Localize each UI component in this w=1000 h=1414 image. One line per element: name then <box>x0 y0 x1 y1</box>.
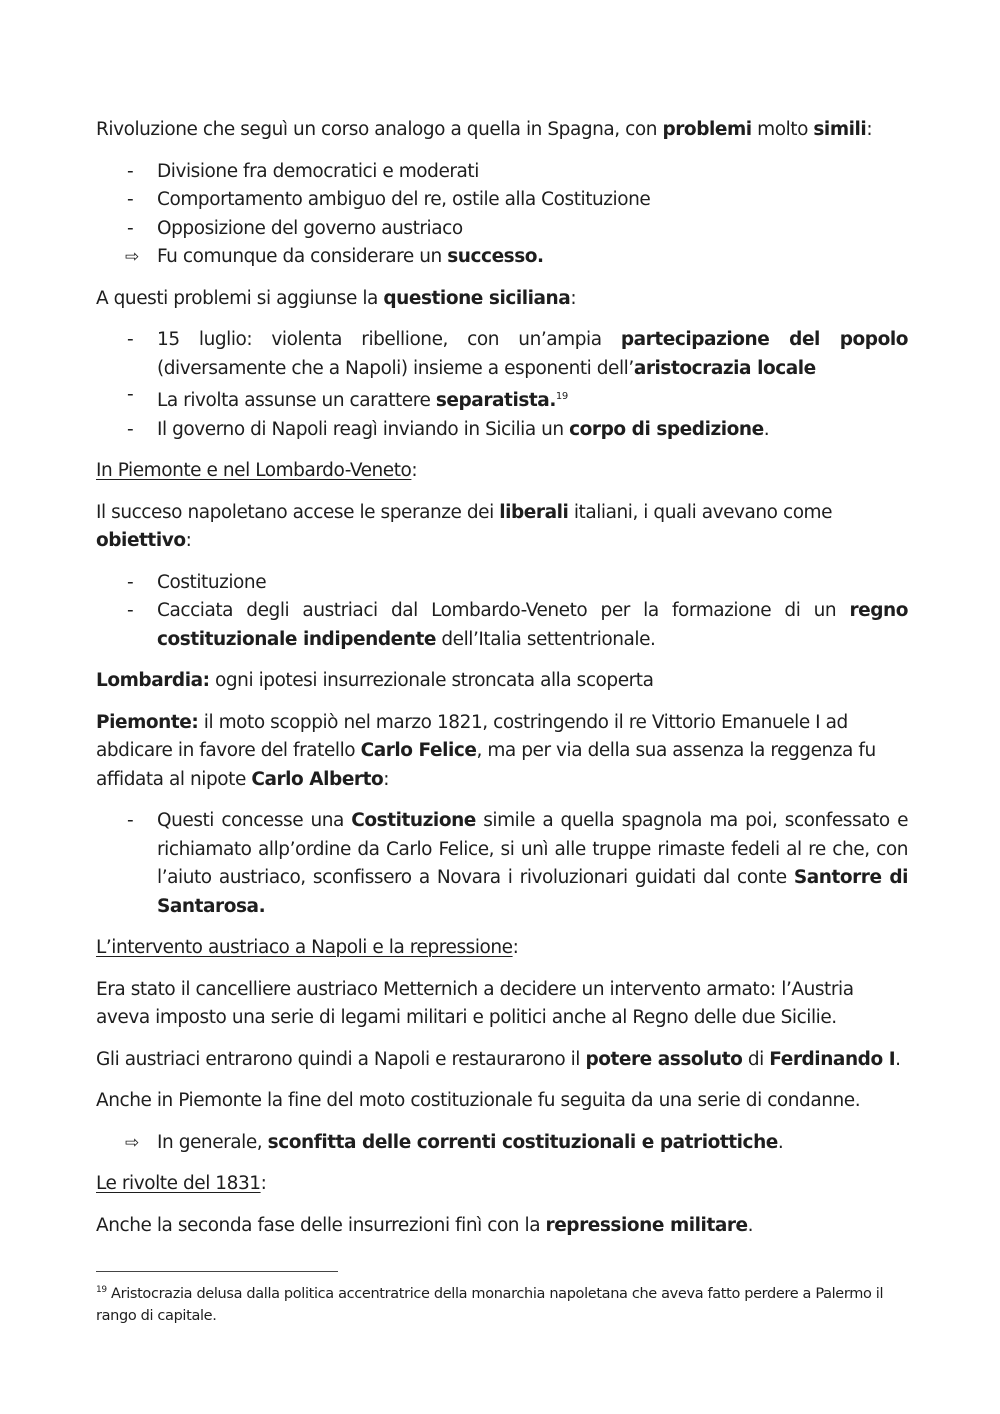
underlined-heading: In Piemonte e nel Lombardo-Veneto <box>96 460 412 481</box>
bold-text: partecipazione del popolo <box>620 329 908 350</box>
bold-text: problemi <box>662 119 752 140</box>
bold-text: liberali <box>499 501 569 523</box>
list-item <box>96 158 908 187</box>
list-item <box>96 215 908 244</box>
list-item <box>96 384 908 416</box>
text: . <box>777 1131 784 1153</box>
dash-marker: - <box>127 600 134 621</box>
dash-marker: - <box>127 217 134 239</box>
bold-text: Santorre di Santarosa. <box>157 867 909 917</box>
carlo-alberto-list <box>96 807 908 921</box>
text: , ma per via della sua assenza la reggenza fu affidata al nipote <box>96 740 876 790</box>
footnote-ref[interactable]: 19 <box>555 391 568 402</box>
text: : <box>512 937 519 958</box>
text: . <box>895 1048 901 1070</box>
document-body <box>96 116 908 1253</box>
text: La rivolta assunse un carattere <box>157 390 436 411</box>
dash-marker: - <box>127 810 134 831</box>
text: simile a quella spagnola ma poi, sconfessato e richiamato allp’ordine da Carlo Felice, si unì alle truppe rimaste fedeli al re che, con l’aiuto austriaco, sconfissero a Novara i rivoluzionari guidati dal conte <box>157 810 908 888</box>
text: Questi concesse una <box>157 810 352 831</box>
bold-text: obiettivo <box>96 530 186 551</box>
paragraph-repressione <box>96 1212 908 1241</box>
text: italiani, i quali avevano come <box>568 501 833 523</box>
bold-text: corpo di spedizione <box>569 418 764 440</box>
dash-marker: - <box>127 189 134 210</box>
text: Il governo di Napoli reagì inviando in Sicilia un <box>157 418 570 440</box>
text: 15 luglio: violenta ribellione, con un’ampia <box>157 329 621 350</box>
text: dell’Italia settentrionale. <box>435 628 656 650</box>
bold-text: successo. <box>447 246 544 267</box>
paragraph-spagna <box>96 116 908 145</box>
text: : <box>185 530 192 551</box>
paragraph-metternich: Era stato il cancelliere austriaco Metternich a decidere un intervento armato: l’Austria aveva imposto una serie di legami militari e politici anche al Regno delle due Sicilie. <box>96 978 854 1028</box>
summary-list <box>96 1129 908 1158</box>
text: Fu comunque da considerare un <box>157 246 448 267</box>
text: il moto scoppiò nel marzo 1821, costringendo il re Vittorio Emanuele I ad abdicare in favore del fratello <box>96 711 848 761</box>
dash-marker: - <box>127 384 134 405</box>
paragraph-piemonte <box>96 709 908 795</box>
list-item <box>96 807 908 921</box>
paragraph-condanne: Anche in Piemonte la fine del moto costituzionale fu seguita da una serie di condanne. <box>96 1090 861 1111</box>
text: . <box>763 418 770 440</box>
bold-text: simili <box>813 119 867 140</box>
list-item-text: Comportamento ambiguo del re, ostile alla Costituzione <box>157 189 651 210</box>
section-heading-intervento <box>96 934 908 963</box>
text: Il succeso napoletano accese le speranze dei <box>96 501 500 523</box>
list-item <box>96 186 908 215</box>
text: di <box>742 1048 770 1070</box>
underlined-heading: L’intervento austriaco a Napoli e la repressione <box>96 937 513 958</box>
arrow-right-icon: ⇨ <box>125 1132 139 1153</box>
section-heading-1831 <box>96 1170 908 1199</box>
list-item <box>96 326 908 383</box>
dash-marker: - <box>127 418 134 440</box>
footnote <box>96 1283 908 1327</box>
footnote-number: 19 <box>96 1285 107 1295</box>
text: : <box>260 1173 267 1194</box>
bold-text: Lombardia: <box>96 670 210 691</box>
bold-text: Ferdinando I <box>769 1048 896 1070</box>
footnote-separator <box>96 1271 338 1272</box>
sicily-list <box>96 326 908 444</box>
underlined-heading: Le rivolte del 1831 <box>96 1173 261 1194</box>
text: (diversamente che a Napoli) insieme a esponenti dell’ <box>157 357 634 379</box>
list-item <box>96 1129 908 1158</box>
dash-marker: - <box>127 571 134 593</box>
paragraph-questione-siciliana <box>96 285 908 314</box>
footnote-text: Aristocrazia delusa dalla politica accentratrice della monarchia napoletana che aveva fatto perdere a Palermo il rango di capitale. <box>96 1286 884 1324</box>
list-item-text: Opposizione del governo austriaco <box>157 217 463 239</box>
text: Rivoluzione che seguì un corso analogo a quella in Spagna, con <box>96 119 663 140</box>
bold-text: Piemonte: <box>96 711 199 733</box>
paragraph-napoli <box>96 1046 908 1075</box>
text: : <box>383 768 390 790</box>
bold-text: separatista. <box>435 390 556 411</box>
dash-marker: - <box>127 329 134 350</box>
bold-text: potere assoluto <box>585 1048 743 1070</box>
text: . <box>747 1214 754 1236</box>
bold-text: Costituzione <box>351 810 476 831</box>
text: Gli austriaci entrarono quindi a Napoli e restaurarono il <box>96 1048 586 1070</box>
bold-text: sconfitta delle correnti costituzionali e patriottiche <box>267 1131 778 1153</box>
text: Cacciata degli austriaci dal Lombardo-Veneto per la formazione di un <box>157 600 850 621</box>
bold-text: repressione militare <box>545 1214 748 1236</box>
bold-text: aristocrazia locale <box>633 357 816 379</box>
list-item-text: Costituzione <box>157 571 267 593</box>
bold-text: questione siciliana <box>383 287 571 309</box>
text: : <box>866 119 873 140</box>
text: molto <box>751 119 814 140</box>
objectives-list <box>96 569 908 655</box>
list-item <box>96 597 908 654</box>
text: A questi problemi si aggiunse la <box>96 287 384 309</box>
problems-list <box>96 158 908 272</box>
list-item <box>96 243 908 272</box>
section-heading-piemonte <box>96 457 908 486</box>
paragraph-lombardia <box>96 667 908 696</box>
list-item <box>96 416 908 445</box>
bold-text: Carlo Alberto <box>251 768 384 790</box>
text: Anche la seconda fase delle insurrezioni finì con la <box>96 1214 546 1236</box>
list-item-text: Divisione fra democratici e moderati <box>157 160 479 182</box>
text: In generale, <box>157 1131 268 1153</box>
list-item <box>96 569 908 598</box>
text: : <box>570 287 577 309</box>
paragraph-liberali <box>96 499 908 556</box>
bold-text: regno costituzionale indipendente <box>157 600 908 650</box>
text: : <box>411 460 418 481</box>
bold-text: Carlo Felice <box>360 740 477 761</box>
text: ogni ipotesi insurrezionale stroncata alla scoperta <box>209 670 654 691</box>
dash-marker: - <box>127 160 134 182</box>
arrow-right-icon: ⇨ <box>125 247 139 267</box>
